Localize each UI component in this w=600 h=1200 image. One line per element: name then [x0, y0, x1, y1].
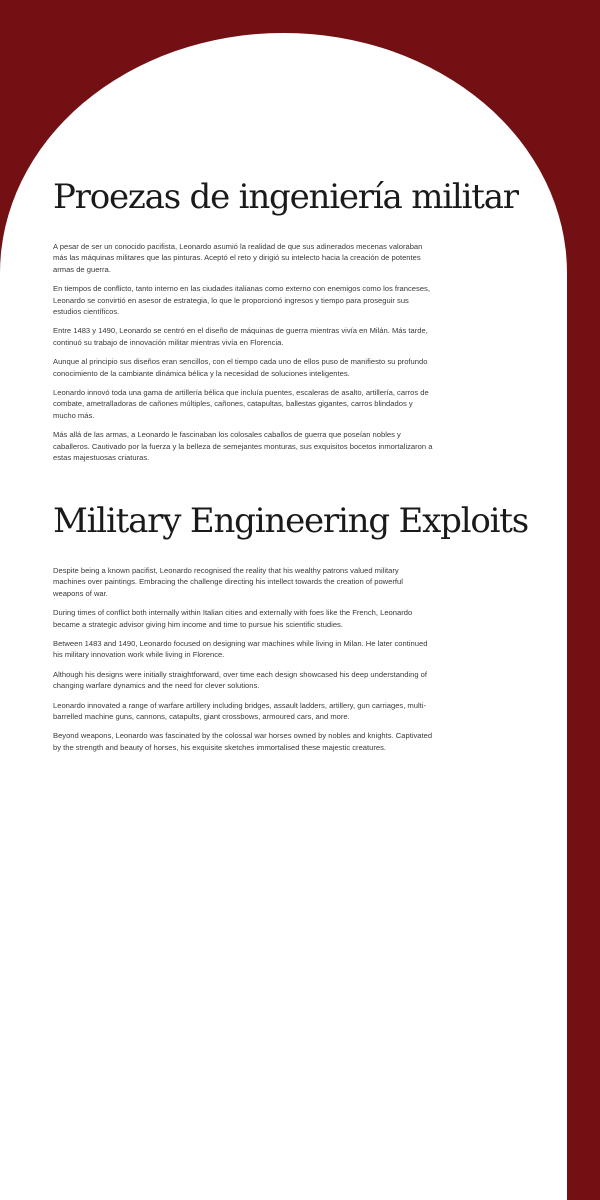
- english-paragraph: Between 1483 and 1490, Leonardo focused on designing war machines while living in Milan. He later continued his military innovation work while living in Florence.: [53, 639, 428, 660]
- spanish-paragraph: En tiempos de conflicto, tanto interno en las ciudades italianas como externo con enemigos como los franceses, Leonardo se convirtió en asesor de estrategia, lo que le proporcionó ingresos y tiempo para proseguir sus estudios científicos.: [53, 284, 430, 317]
- english-paragraph: Leonardo innovated a range of warfare artillery including bridges, assault ladders, artillery, gun carriages, multi-barrelled machine guns, cannons, catapults, giant crossbows, armoured cars, and more.: [53, 700, 426, 722]
- english-paragraph: Despite being a known pacifist, Leonardo recognised the reality that his wealthy patrons valued military machines over paintings. Embracing the challenge directing his intellect towards the creation of powerful weapons of war.: [53, 566, 403, 598]
- english-paragraph: During times of conflict both internally within Italian cities and externally with foes like the French, Leonardo became a strategic advisor giving him income and time to pursue his scientific studies.: [53, 608, 413, 629]
- spanish-title: Proezas de ingeniería militar: [53, 177, 518, 217]
- spanish-section: [53, 175, 518, 472]
- english-paragraph: Beyond weapons, Leonardo was fascinated by the colossal war horses owned by nobles and knights. Captivated by the strength and beauty of horses, his exquisite sketches immortalised these majestic creatures.: [53, 731, 433, 752]
- spanish-paragraph: Leonardo innovó toda una gama de artillería bélica que incluía puentes, escaleras de asalto, artillería, carros de combate, ametralladoras de cañones múltiples, cañones, catapultas, ballestas gigantes, carros blindados y mucho más.: [53, 388, 429, 420]
- english-title: Military Engineering Exploits: [53, 501, 529, 541]
- english-section: [53, 499, 529, 761]
- spanish-paragraph: A pesar de ser un conocido pacifista, Leonardo asumió la realidad de que sus adinerados mecenas valoraban más las máquinas militares que las pinturas. Aceptó el reto y dirigió su intelecto hacia la creación de potentes armas de guerra.: [53, 242, 423, 274]
- arched-content-panel: [0, 33, 567, 1200]
- spanish-paragraph: Aunque al principio sus diseños eran sencillos, con el tiempo cada uno de ellos puso de manifiesto su profundo conocimiento de la cambiante dinámica bélica y la necesidad de soluciones inteligentes.: [53, 357, 428, 378]
- spanish-paragraph: Más allá de las armas, a Leonardo le fascinaban los colosales caballos de guerra que poseían nobles y caballeros. Cautivado por la fuerza y la belleza de semejantes monturas, sus exquisitos bocetos inmortalizaron a estas majestuosas criaturas.: [53, 430, 433, 463]
- english-paragraph: Although his designs were initially straightforward, over time each design showcased his deep understanding of changing warfare dynamics and the need for clever solutions.: [53, 669, 427, 691]
- spanish-paragraph: Entre 1483 y 1490, Leonardo se centró en el diseño de máquinas de guerra mientras vivía en Milán. Más tarde, continuó su trabajo de innovación militar mientras vivía en Florencia.: [53, 326, 428, 347]
